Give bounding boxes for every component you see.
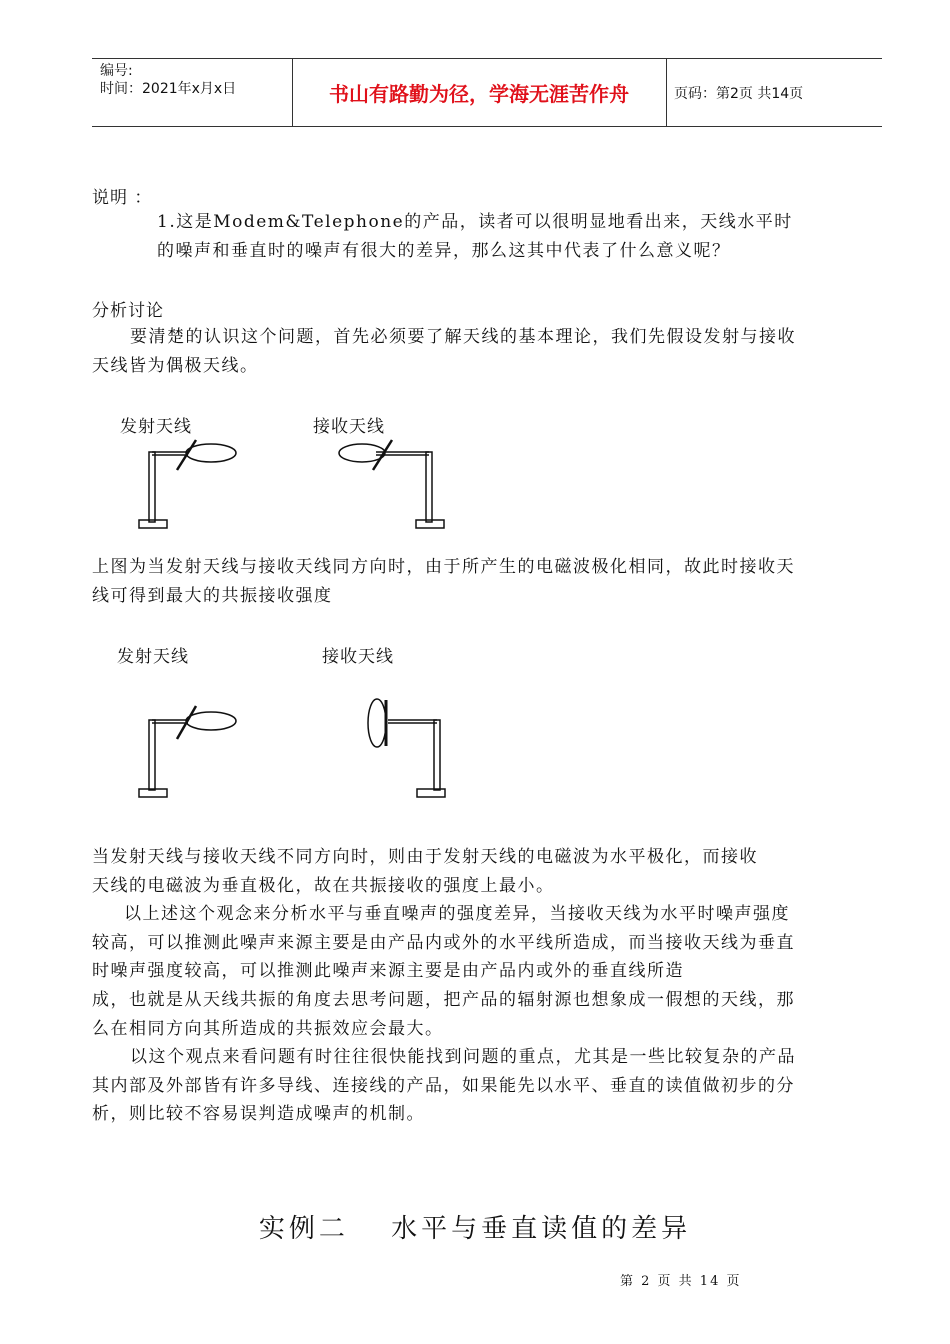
doc-time-label: 时间：2021年x月x日: [100, 81, 237, 97]
header-meta: [100, 62, 236, 98]
paragraph-line: 以上述这个观念来分析水平与垂直噪声的强度差异，当接收天线为水平时噪声强度: [124, 904, 790, 924]
analysis-title: 分析讨论: [92, 301, 164, 321]
paragraph-line: 以这个观点来看问题有时往往很快能找到问题的重点，尤其是一些比较复杂的产品: [130, 1047, 796, 1067]
header-motto: 书山有路勤为径，学海无涯苦作舟: [329, 82, 629, 106]
doc-number-label: 编号:: [100, 63, 133, 79]
paragraph-line: 当发射天线与接收天线不同方向时，则由于发射天线的电磁波为水平极化，而接收: [92, 847, 758, 867]
antenna-diagram-different-direction: [130, 690, 460, 810]
transmit-antenna: [139, 440, 236, 528]
receive-antenna: [368, 699, 445, 797]
transmit-antenna: [139, 706, 236, 797]
paragraph-line: 么在相同方向其所造成的共振效应会最大。: [92, 1019, 444, 1039]
section-title: 实例二 水平与垂直读值的差异: [258, 1214, 692, 1244]
header-page-info: 页码：第2页 共14页: [674, 85, 804, 102]
fig2-rx-label: 接收天线: [322, 647, 394, 667]
paragraph-line: 天线皆为偶极天线。: [92, 356, 259, 376]
page-footer: 第 2 页 共 14 页: [620, 1274, 742, 1289]
paragraph-line: 天线的电磁波为垂直极化，故在共振接收的强度上最小。: [92, 876, 555, 896]
note-line: 的噪声和垂直时的噪声有很大的差异，那么这其中代表了什么意义呢？: [157, 241, 731, 261]
note-label: 说明 ：: [92, 188, 153, 208]
header-divider: [666, 59, 667, 126]
paragraph-line: 其内部及外部皆有许多导线、连接线的产品，如果能先以水平、垂直的读值做初步的分: [92, 1076, 795, 1096]
paragraph-line: 时噪声强度较高，可以推测此噪声来源主要是由产品内或外的垂直线所造: [92, 961, 684, 981]
fig1-rx-label: 接收天线: [313, 417, 385, 437]
antenna-diagram-same-direction: [130, 430, 460, 540]
note-line: 1.这是Modem&Telephone的产品，读者可以很明显地看出来，天线水平时: [157, 212, 793, 232]
fig2-tx-label: 发射天线: [117, 647, 189, 667]
paragraph-line: 线可得到最大的共振接收强度: [92, 586, 333, 606]
fig1-tx-label: 发射天线: [120, 417, 192, 437]
paragraph-line: 析，则比较不容易误判造成噪声的机制。: [92, 1104, 425, 1124]
receive-antenna: [339, 440, 444, 528]
paragraph-line: 上图为当发射天线与接收天线同方向时，由于所产生的电磁波极化相同，故此时接收天: [92, 557, 795, 577]
page-header: [92, 58, 882, 127]
paragraph-line: 较高，可以推测此噪声来源主要是由产品内或外的水平线所造成，而当接收天线为垂直: [92, 933, 795, 953]
paragraph-line: 要清楚的认识这个问题，首先必须要了解天线的基本理论，我们先假设发射与接收: [130, 327, 796, 347]
paragraph-line: 成，也就是从天线共振的角度去思考问题，把产品的辐射源也想象成一假想的天线，那: [92, 990, 795, 1010]
